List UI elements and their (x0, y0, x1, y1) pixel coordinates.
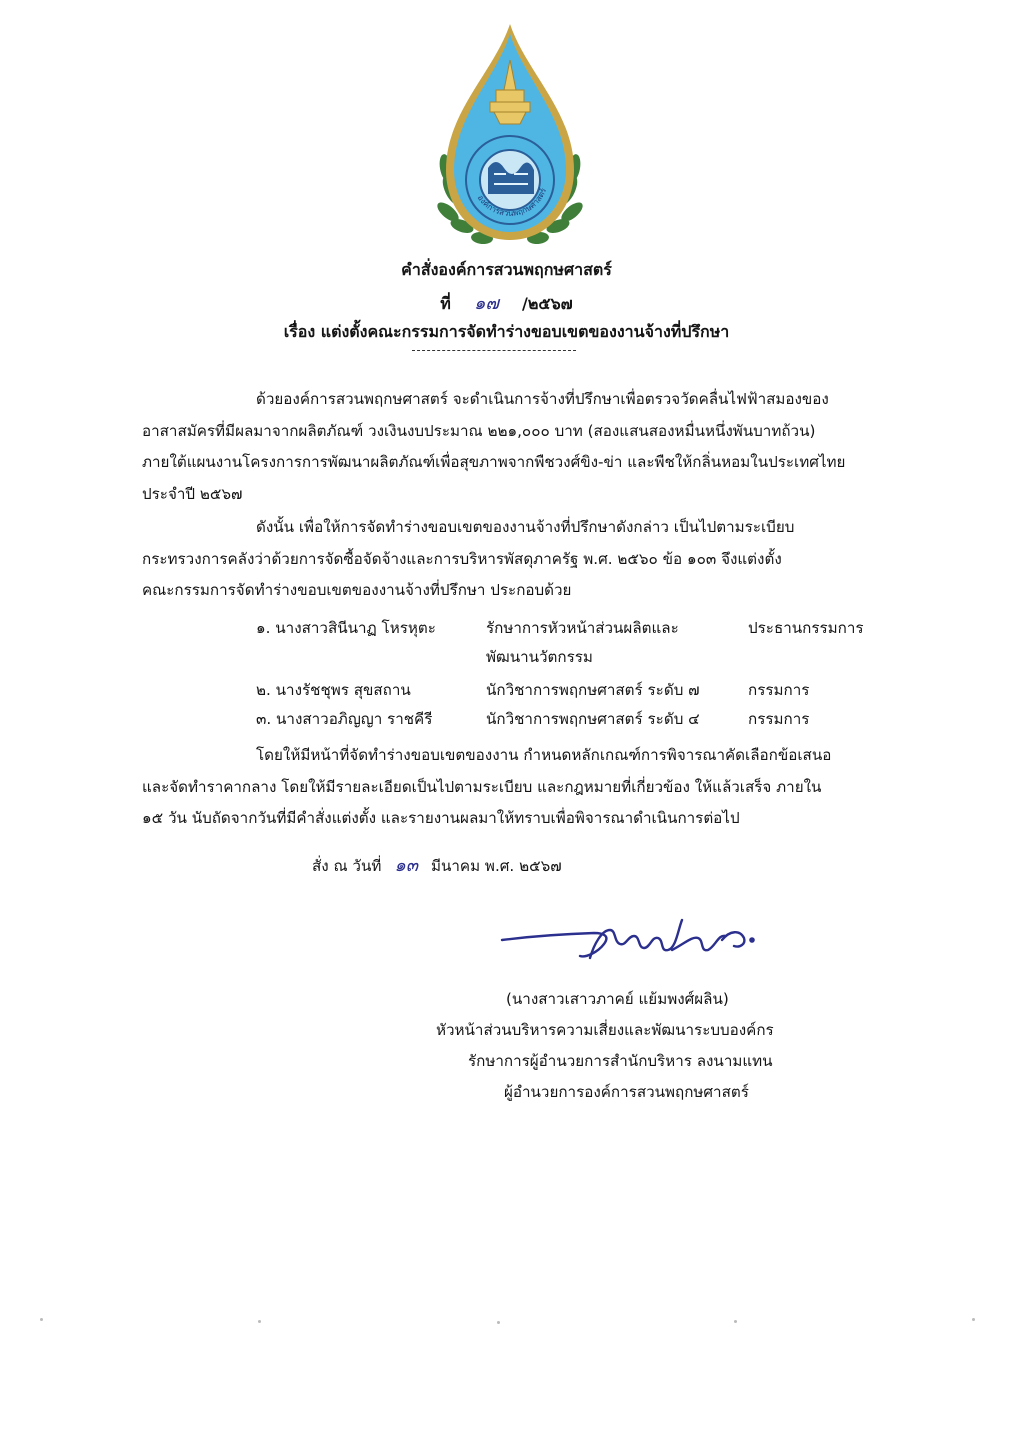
date-day-handwritten: ๑๓ (394, 855, 419, 876)
scan-dot (734, 1320, 737, 1323)
signer-title-3: ผู้อำนวยการองค์การสวนพฤกษศาสตร์ (504, 1083, 749, 1101)
date-suffix: มีนาคม พ.ศ. ๒๕๖๗ (431, 857, 562, 875)
number-prefix: ที่ (440, 294, 451, 313)
signer-title-1: หัวหน้าส่วนบริหารความเสี่ยงและพัฒนาระบบองค์กร (436, 1021, 774, 1039)
member-role: กรรมการ (748, 710, 810, 728)
scan-dot (972, 1318, 975, 1321)
member-position-cont: พัฒนานวัตกรรม (486, 648, 593, 666)
order-title: คำสั่งองค์การสวนพฤกษศาสตร์ (401, 260, 612, 279)
paragraph-duties (142, 740, 920, 835)
paragraph-line: ดังนั้น เพื่อให้การจัดทำร่างขอบเขตของงานจ้างที่ปรึกษาดังกล่าว เป็นไปตามระเบียบ (256, 518, 795, 536)
date-prefix: สั่ง ณ วันที่ (312, 857, 382, 875)
member-position: นักวิชาการพฤกษศาสตร์ ระดับ ๔ (486, 710, 700, 728)
member-position: รักษาการหัวหน้าส่วนผลิตและ (486, 619, 679, 637)
paragraph-line: ประจำปี ๒๕๖๗ (142, 484, 243, 503)
number-handwritten: ๑๗ (473, 293, 499, 314)
scan-dot (497, 1321, 500, 1324)
paragraph-line: ด้วยองค์การสวนพฤกษศาสตร์ จะดำเนินการจ้างที่ปรึกษาเพื่อตรวจวัดคลื่นไฟฟ้าสมองของ (256, 390, 829, 408)
subject-line: เรื่อง แต่งตั้งคณะกรรมการจัดทำร่างขอบเขตของงานจ้างที่ปรึกษา (283, 322, 730, 341)
paragraph-intro (142, 384, 920, 510)
paragraph-line: อาสาสมัครที่มีผลมาจากผลิตภัณฑ์ วงเงินงบประมาณ ๒๒๑,๐๐๐ บาท (สองแสนสองหมื่นหนึ่งพันบาทถ้วน) (142, 421, 816, 440)
member-name: ๑. นางสาวสินีนาฏ โหรหุตะ (256, 619, 436, 637)
paragraph-line: คณะกรรมการจัดทำร่างขอบเขตของงานจ้างที่ปรึกษา ประกอบด้วย (142, 581, 572, 599)
paragraph-appointment (142, 512, 920, 607)
date-line (312, 850, 562, 879)
member-name: ๓. นางสาวอภิญญา ราชคีรี (256, 710, 433, 728)
scan-dot (40, 1318, 43, 1321)
number-year: /๒๕๖๗ (522, 294, 573, 313)
botanical-garden-logo (434, 20, 586, 255)
paragraph-line: ภายใต้แผนงานโครงการการพัฒนาผลิตภัณฑ์เพื่อสุขภาพจากพืชวงศ์ขิง-ข่า และพืชให้กลิ่นหอมในประเทศไทย (142, 453, 846, 471)
member-role: กรรมการ (748, 681, 810, 699)
signer-name: (นางสาวเสาวภาคย์ แย้มพงศ์ผลิน) (506, 990, 729, 1008)
logo-text: องค์การสวนพฤกษศาสตร์ (475, 186, 549, 218)
header-divider (412, 350, 576, 351)
paragraph-line: และจัดทำราคากลาง โดยให้มีรายละเอียดเป็นไปตามระเบียบ และกฎหมายที่เกี่ยวข้อง ให้แล้วเสร็จ ภายใน (142, 777, 822, 796)
member-position: นักวิชาการพฤกษศาสตร์ ระดับ ๗ (486, 681, 700, 699)
member-name: ๒. นางรัชชุพร สุขสถาน (256, 681, 411, 699)
signer-title-2: รักษาการผู้อำนวยการสำนักบริหาร ลงนามแทน (468, 1052, 773, 1070)
handwritten-signature (494, 900, 784, 980)
paragraph-line: โดยให้มีหน้าที่จัดทำร่างขอบเขตของงาน กำหนดหลักเกณฑ์การพิจารณาคัดเลือกข้อเสนอ (256, 746, 832, 764)
scan-dot (258, 1320, 261, 1323)
member-role: ประธานกรรมการ (748, 619, 864, 637)
paragraph-line: ๑๕ วัน นับถัดจากวันที่มีคำสั่งแต่งตั้ง และรายงานผลมาให้ทราบเพื่อพิจารณาดำเนินการต่อไป (142, 809, 740, 827)
paragraph-line: กระทรวงการคลังว่าด้วยการจัดซื้อจัดจ้างและการบริหารพัสดุภาครัฐ พ.ศ. ๒๕๖๐ ข้อ ๑๐๓ จึงแต่งตั้ง (142, 549, 782, 568)
order-number (0, 288, 1013, 317)
